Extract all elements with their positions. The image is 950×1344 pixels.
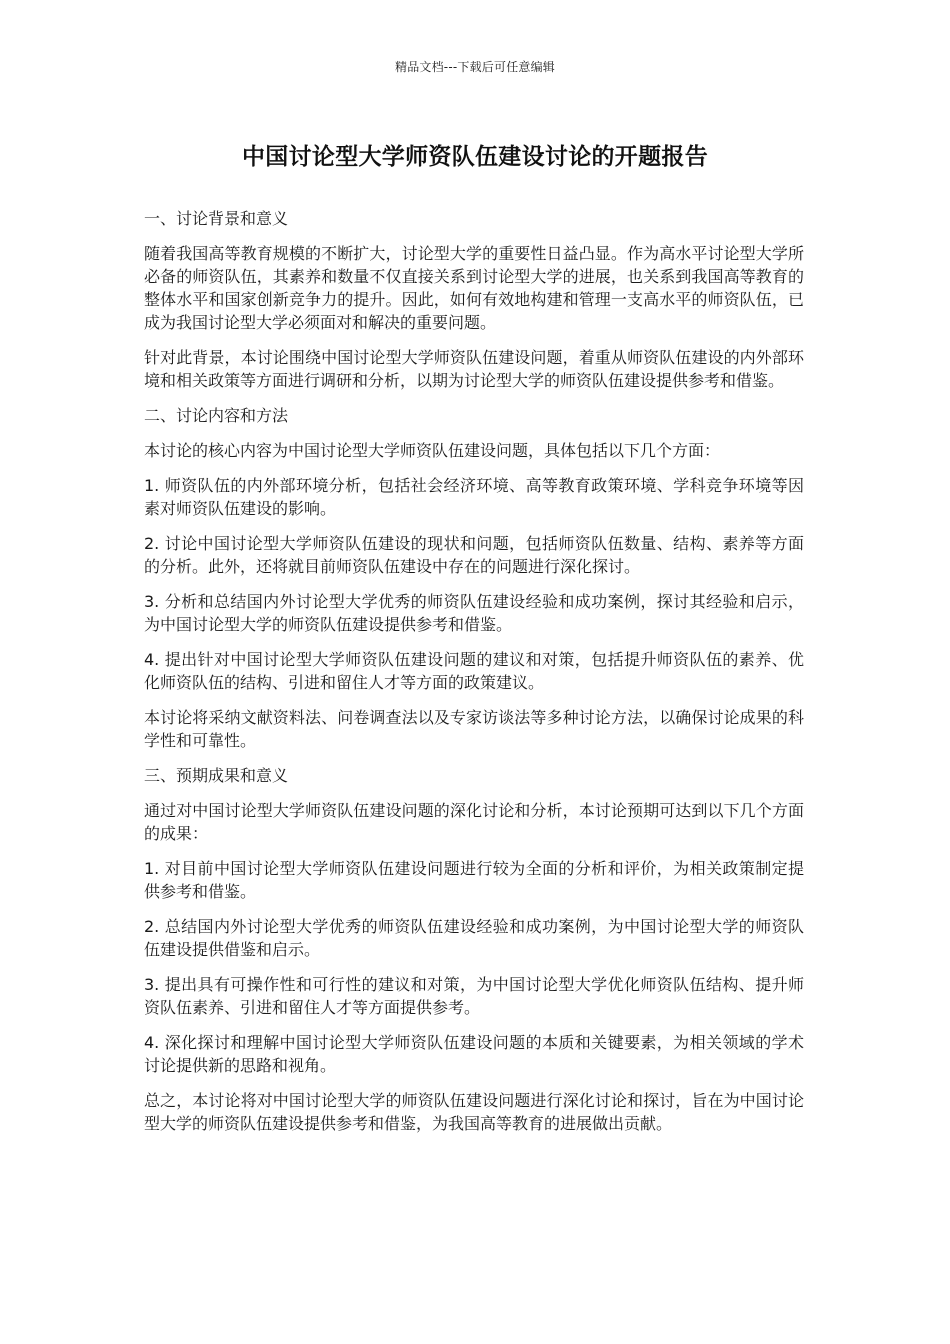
section-background (144, 207, 804, 392)
list-item: 1. 对目前中国讨论型大学师资队伍建设问题进行较为全面的分析和评价，为相关政策制定提供参考和借鉴。 (144, 859, 804, 901)
header-note: 精品文档---下载后可任意编辑 (395, 60, 555, 74)
section-heading: 二、讨论内容和方法 (144, 406, 289, 425)
document-title: 中国讨论型大学师资队伍建设讨论的开题报告 (242, 144, 708, 170)
section-content-method (144, 404, 804, 752)
paragraph: 通过对中国讨论型大学师资队伍建设问题的深化讨论和分析，本讨论预期可达到以下几个方面的成果： (144, 801, 804, 843)
document-body (144, 207, 804, 1147)
list-item: 3. 分析和总结国内外讨论型大学优秀的师资队伍建设经验和成功案例，探讨其经验和启示，为中国讨论型大学的师资队伍建设提供参考和借鉴。 (144, 592, 804, 634)
list-item: 4. 深化探讨和理解中国讨论型大学师资队伍建设问题的本质和关键要素，为相关领域的学术讨论提供新的思路和视角。 (144, 1033, 804, 1075)
list-item: 3. 提出具有可操作性和可行性的建议和对策，为中国讨论型大学优化师资队伍结构、提升师资队伍素养、引进和留住人才等方面提供参考。 (144, 975, 804, 1017)
section-heading: 一、讨论背景和意义 (144, 209, 289, 228)
list-item: 2. 讨论中国讨论型大学师资队伍建设的现状和问题，包括师资队伍数量、结构、素养等方面的分析。此外，还将就目前师资队伍建设中存在的问题进行深化探讨。 (144, 534, 804, 576)
paragraph: 本讨论的核心内容为中国讨论型大学师资队伍建设问题，具体包括以下几个方面： (144, 441, 721, 460)
paragraph: 本讨论将采纳文献资料法、问卷调查法以及专家访谈法等多种讨论方法，以确保讨论成果的科学性和可靠性。 (144, 708, 804, 750)
paragraph: 针对此背景，本讨论围绕中国讨论型大学师资队伍建设问题，着重从师资队伍建设的内外部环境和相关政策等方面进行调研和分析，以期为讨论型大学的师资队伍建设提供参考和借鉴。 (144, 348, 804, 390)
paragraph: 随着我国高等教育规模的不断扩大，讨论型大学的重要性日益凸显。作为高水平讨论型大学所必备的师资队伍，其素养和数量不仅直接关系到讨论型大学的进展，也关系到我国高等教育的整体水平和国家创新竞争力的提升。因此，如何有效地构建和管理一支高水平的师资队伍，已成为我国讨论型大学必须面对和解决的重要问题。 (144, 244, 804, 332)
list-item: 4. 提出针对中国讨论型大学师资队伍建设问题的建议和对策，包括提升师资队伍的素养、优化师资队伍的结构、引进和留住人才等方面的政策建议。 (144, 650, 804, 692)
list-item: 2. 总结国内外讨论型大学优秀的师资队伍建设经验和成功案例，为中国讨论型大学的师资队伍建设提供借鉴和启示。 (144, 917, 804, 959)
paragraph: 总之，本讨论将对中国讨论型大学的师资队伍建设问题进行深化讨论和探讨，旨在为中国讨论型大学的师资队伍建设提供参考和借鉴，为我国高等教育的进展做出贡献。 (144, 1091, 804, 1133)
list-item: 1. 师资队伍的内外部环境分析，包括社会经济环境、高等教育政策环境、学科竞争环境等因素对师资队伍建设的影响。 (144, 476, 804, 518)
section-heading: 三、预期成果和意义 (144, 766, 289, 785)
section-expected-results (144, 764, 804, 1135)
